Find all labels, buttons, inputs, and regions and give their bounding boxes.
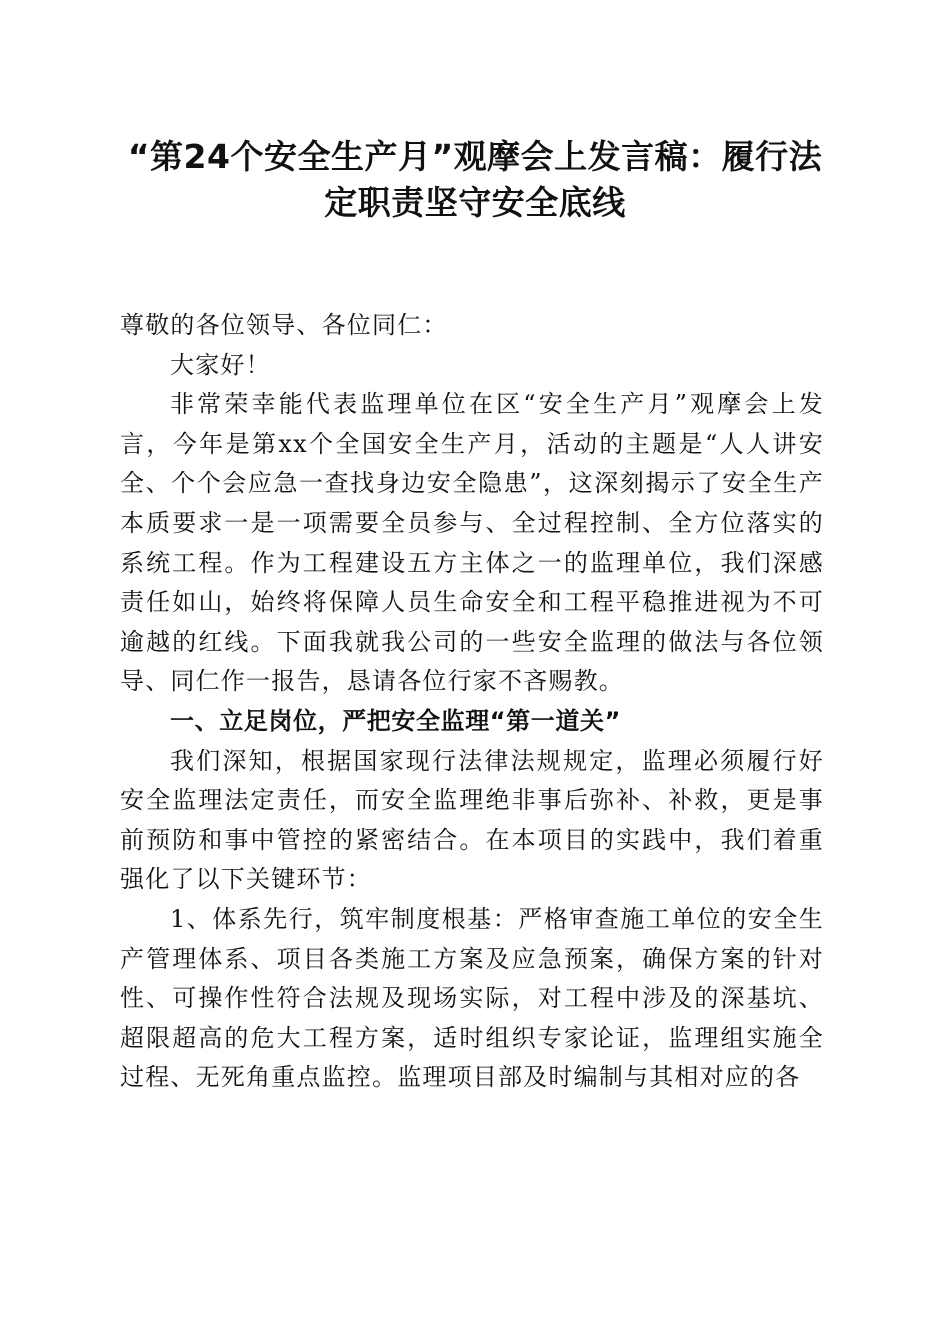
paragraph-section-1: 我们深知，根据国家现行法律法规规定，监理必须履行好安全监理法定责任，而安全监理绝非事后弥补、补救，更是事前预防和事中管控的紧密结合。在本项目的实践中，我们着重强化了以下关键环节：: [120, 746, 824, 894]
paragraph-intro: 非常荣幸能代表监理单位在区“安全生产月”观摩会上发言，今年是第xx个全国安全生产月，活动的主题是“人人讲安全、个个会应急一查找身边安全隐患”，这深刻揭示了安全生产本质要求一是一项需要全员参与、全过程控制、全方位落实的系统工程。作为工程建设五方主体之一的监理单位，我们深感责任如山，始终将保障人员生命安全和工程平稳推进视为不可逾越的红线。下面我就我公司的一些安全监理的做法与各位领导、同仁作一报告，恳请各位行家不吝赐教。: [120, 390, 824, 696]
salutation: 尊敬的各位领导、各位同仁：: [120, 311, 448, 339]
greeting: 大家好！: [170, 350, 271, 379]
document-title: “第24个安全生产月”观摩会上发言稿：履行法定职责坚守安全底线: [127, 137, 823, 222]
paragraph-item-1: 1、体系先行，筑牢制度根基：严格审查施工单位的安全生产管理体系、项目各类施工方案及应急预案，确保方案的针对性、可操作性符合法规及现场实际，对工程中涉及的深基坑、超限超高的危大工程方案，适时组织专家论证，监理组实施全过程、无死角重点监控。监理项目部及时编制与其相对应的各: [120, 904, 824, 1092]
section-heading-1: 一、立足岗位，严把安全监理“第一道关”: [170, 706, 621, 735]
document-body: [120, 306, 824, 1098]
